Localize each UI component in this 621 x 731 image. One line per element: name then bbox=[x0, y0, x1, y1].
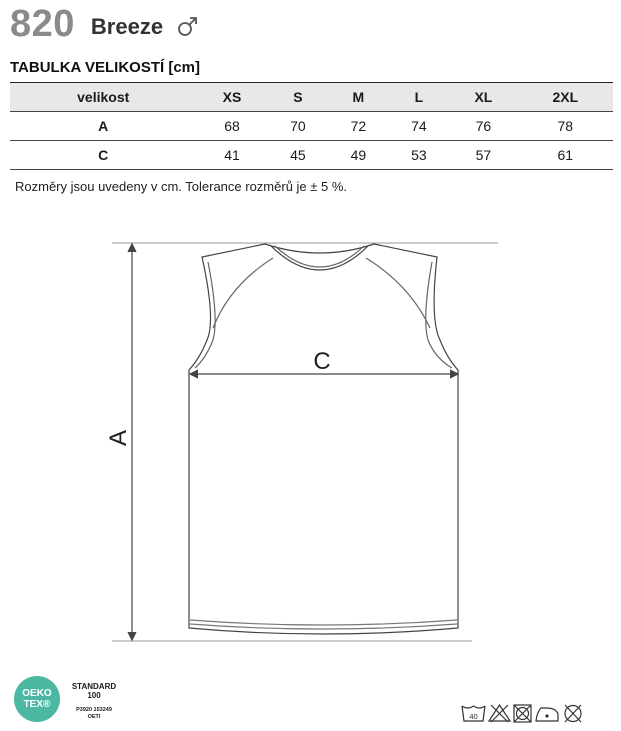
oeko-tex-badge bbox=[14, 676, 60, 722]
column-header: XS bbox=[196, 83, 267, 112]
table-cell: 70 bbox=[268, 112, 329, 141]
table-cell: 53 bbox=[389, 141, 450, 170]
no-dry-clean-icon bbox=[565, 705, 581, 722]
column-header: L bbox=[389, 83, 450, 112]
certification-code: P3920 153249 bbox=[76, 707, 112, 713]
table-row bbox=[10, 112, 613, 141]
tank-top-outline bbox=[189, 244, 458, 634]
certification-standard-number: 100 bbox=[87, 691, 101, 700]
table-cell: 57 bbox=[449, 141, 517, 170]
row-label: C bbox=[10, 141, 196, 170]
column-header: S bbox=[268, 83, 329, 112]
table-cell: 61 bbox=[518, 141, 613, 170]
table-cell: 41 bbox=[196, 141, 267, 170]
product-number: 820 bbox=[10, 2, 75, 45]
table-cell: 68 bbox=[196, 112, 267, 141]
oeko-badge-line2: TEX® bbox=[23, 699, 51, 710]
no-tumble-dry-icon bbox=[514, 705, 531, 722]
table-cell: 45 bbox=[268, 141, 329, 170]
table-cell: 78 bbox=[518, 112, 613, 141]
care-symbols bbox=[461, 702, 591, 724]
iron-low-icon bbox=[536, 708, 558, 721]
size-table-header-row bbox=[10, 83, 613, 112]
column-header: velikost bbox=[10, 83, 196, 112]
certification-institute: OETI bbox=[87, 714, 101, 720]
table-row bbox=[10, 141, 613, 170]
product-header bbox=[10, 2, 199, 46]
table-cell: 76 bbox=[449, 112, 517, 141]
oeko-badge-line1: OEKO bbox=[22, 688, 52, 699]
table-cell: 72 bbox=[328, 112, 389, 141]
column-header: M bbox=[328, 83, 389, 112]
no-bleach-icon bbox=[489, 705, 510, 722]
tolerance-note: Rozměry jsou uvedeny v cm. Tolerance rozměrů je ± 5 %. bbox=[15, 179, 348, 194]
dimension-a-label: A bbox=[105, 429, 132, 447]
table-cell: 74 bbox=[389, 112, 450, 141]
wash-temperature: 40 bbox=[469, 712, 478, 721]
column-header: XL bbox=[449, 83, 517, 112]
male-symbol-icon bbox=[177, 15, 199, 37]
product-name: Breeze bbox=[90, 14, 164, 39]
table-cell: 49 bbox=[328, 141, 389, 170]
wash-40-icon bbox=[462, 706, 485, 721]
size-table-title: TABULKA VELIKOSTÍ [cm] bbox=[10, 59, 200, 76]
certification-text bbox=[66, 682, 122, 721]
row-label: A bbox=[10, 112, 196, 141]
garment-diagram bbox=[0, 230, 621, 650]
size-table bbox=[10, 82, 613, 170]
dimension-c-label: C bbox=[313, 348, 331, 375]
certification-standard: STANDARD bbox=[71, 682, 117, 691]
column-header: 2XL bbox=[518, 83, 613, 112]
